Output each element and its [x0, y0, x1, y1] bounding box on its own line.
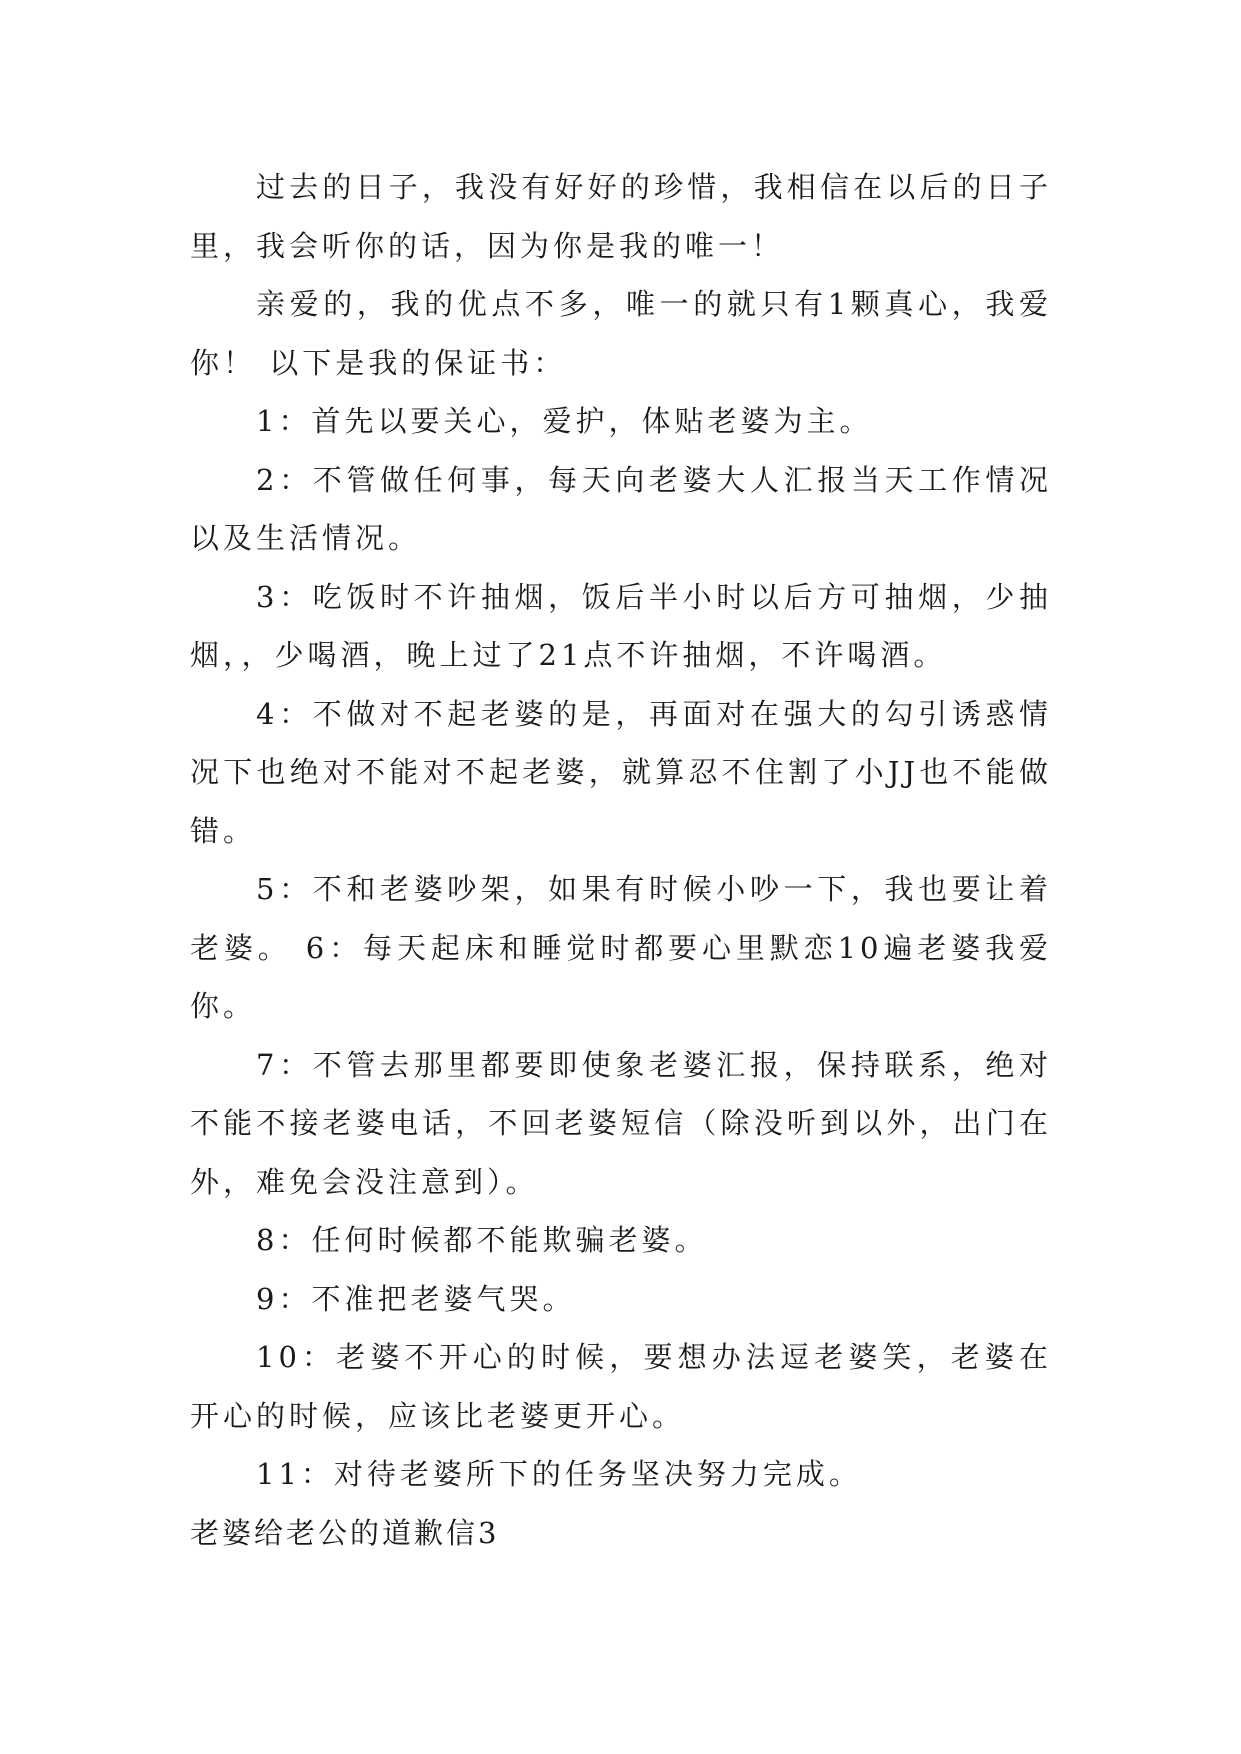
pledge-item-5-6: 5：不和老婆吵架，如果有时候小吵一下，我也要让着老婆。 6：每天起床和睡觉时都要心里默恋10遍老婆我爱你。: [190, 872, 1052, 1023]
paragraph-love: 亲爱的，我的优点不多，唯一的就只有1颗真心，我爱你！ 以下是我的保证书：: [190, 287, 1052, 380]
section-heading: 老婆给老公的道歉信3: [190, 1515, 500, 1550]
pledge-item-4: 4：不做对不起老婆的是，再面对在强大的勾引诱惑情况下也绝对不能对不起老婆，就算忍不住割了小JJ也不能做错。: [190, 696, 1052, 848]
pledge-item-1: 1：首先以要关心，爱护，体贴老婆为主。: [256, 404, 873, 438]
pledge-item-2: 2：不管做任何事，每天向老婆大人汇报当天工作情况以及生活情况。: [190, 462, 1052, 555]
pledge-item-9: 9：不准把老婆气哭。: [256, 1281, 576, 1316]
pledge-item-11: 11：对待老婆所下的任务坚决努力完成。: [256, 1457, 862, 1491]
pledge-item-3: 3：吃饭时不许抽烟，饭后半小时以后方可抽烟，少抽烟，，少喝酒，晚上过了21点不许抽烟，不许喝酒。: [190, 579, 1052, 672]
pledge-item-8: 8：任何时候都不能欺骗老婆。: [256, 1223, 708, 1257]
document-body: [190, 158, 1052, 1562]
paragraph-intro: 过去的日子，我没有好好的珍惜，我相信在以后的日子里，我会听你的话，因为你是我的唯一！: [190, 170, 1052, 263]
pledge-item-7: 7：不管去那里都要即使象老婆汇报，保持联系，绝对不能不接老婆电话，不回老婆短信（除没听到以外，出门在外，难免会没注意到）。: [190, 1047, 1052, 1199]
pledge-item-10: 10：老婆不开心的时候，要想办法逗老婆笑，老婆在开心的时候，应该比老婆更开心。: [190, 1340, 1052, 1433]
